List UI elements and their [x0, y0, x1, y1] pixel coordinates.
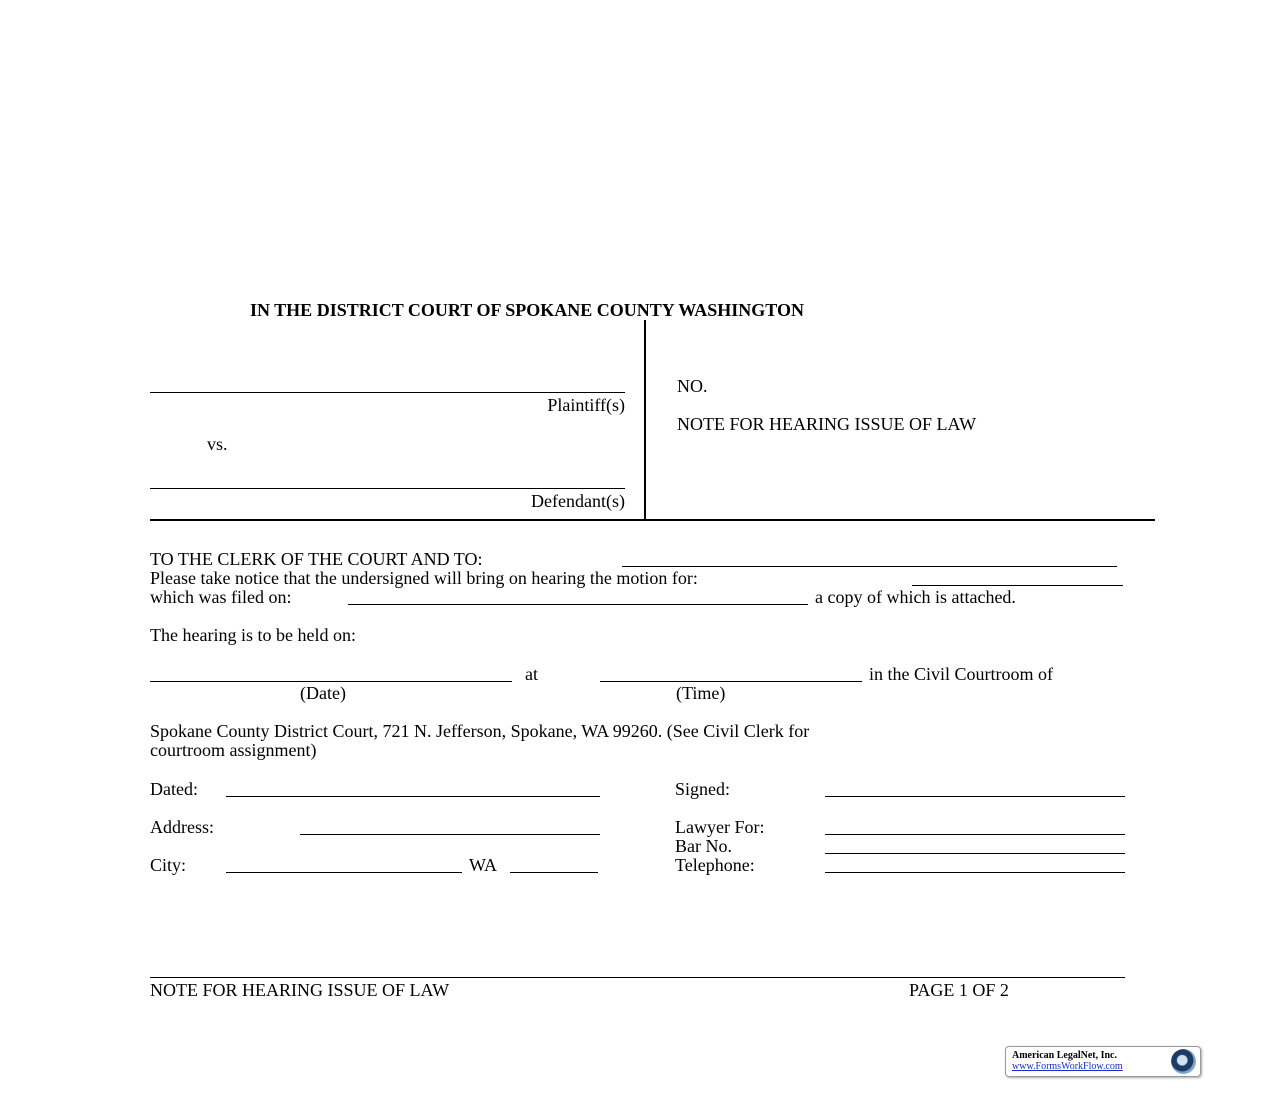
defendant-blank[interactable]: [150, 488, 625, 489]
wa-label: WA: [469, 855, 497, 875]
at-text: at: [525, 664, 538, 684]
globe-icon: [1171, 1049, 1196, 1074]
motion-blank[interactable]: [912, 585, 1123, 586]
logo-company-name: American LegalNet, Inc.: [1012, 1050, 1117, 1061]
dated-blank[interactable]: [226, 796, 600, 797]
caption-bottom-rule: [150, 519, 1155, 521]
bar-no-blank[interactable]: [825, 853, 1125, 854]
courtroom-text: in the Civil Courtroom of: [869, 664, 1053, 684]
plaintiff-blank[interactable]: [150, 392, 625, 393]
footer-rule: [150, 977, 1125, 978]
lawyer-for-blank[interactable]: [825, 834, 1125, 835]
case-number-label: NO.: [677, 376, 708, 396]
telephone-blank[interactable]: [825, 872, 1125, 873]
city-blank[interactable]: [226, 872, 462, 873]
telephone-label: Telephone:: [675, 855, 755, 875]
footer-title: NOTE FOR HEARING ISSUE OF LAW: [150, 980, 450, 1000]
to-clerk-text: TO THE CLERK OF THE COURT AND TO:: [150, 549, 483, 569]
copy-attached-text: a copy of which is attached.: [815, 587, 1016, 607]
hearing-held-text: The hearing is to be held on:: [150, 625, 356, 645]
notice-text: Please take notice that the undersigned will bring on hearing the motion for:: [150, 568, 698, 588]
court-address-line1: Spokane County District Court, 721 N. Jefferson, Spokane, WA 99260. (See Civil Clerk for: [150, 721, 810, 741]
address-blank[interactable]: [300, 834, 600, 835]
time-blank[interactable]: [600, 681, 862, 682]
logo-url-link[interactable]: www.FormsWorkFlow.com: [1012, 1061, 1123, 1072]
bar-no-label: Bar No.: [675, 836, 732, 856]
zip-blank[interactable]: [510, 872, 598, 873]
time-label: (Time): [676, 683, 726, 703]
filed-on-text: which was filed on:: [150, 587, 292, 607]
vs-label: vs.: [207, 434, 228, 454]
american-legalnet-logo[interactable]: [1005, 1046, 1201, 1077]
court-address-line2: courtroom assignment): [150, 740, 317, 760]
date-label: (Date): [300, 683, 346, 703]
lawyer-for-label: Lawyer For:: [675, 817, 765, 837]
to-blank[interactable]: [622, 566, 1117, 567]
dated-label: Dated:: [150, 779, 198, 799]
defendant-label: Defendant(s): [531, 491, 625, 511]
plaintiff-label: Plaintiff(s): [547, 395, 625, 415]
document-title: NOTE FOR HEARING ISSUE OF LAW: [677, 414, 977, 434]
filed-on-blank[interactable]: [348, 604, 808, 605]
page-number: PAGE 1 OF 2: [909, 980, 1009, 1000]
signed-label: Signed:: [675, 779, 731, 799]
address-label: Address:: [150, 817, 214, 837]
city-label: City:: [150, 855, 187, 875]
court-title: IN THE DISTRICT COURT OF SPOKANE COUNTY WASHINGTON: [250, 300, 804, 320]
date-blank[interactable]: [150, 681, 512, 682]
signed-blank[interactable]: [825, 796, 1125, 797]
caption-divider: [644, 320, 646, 520]
